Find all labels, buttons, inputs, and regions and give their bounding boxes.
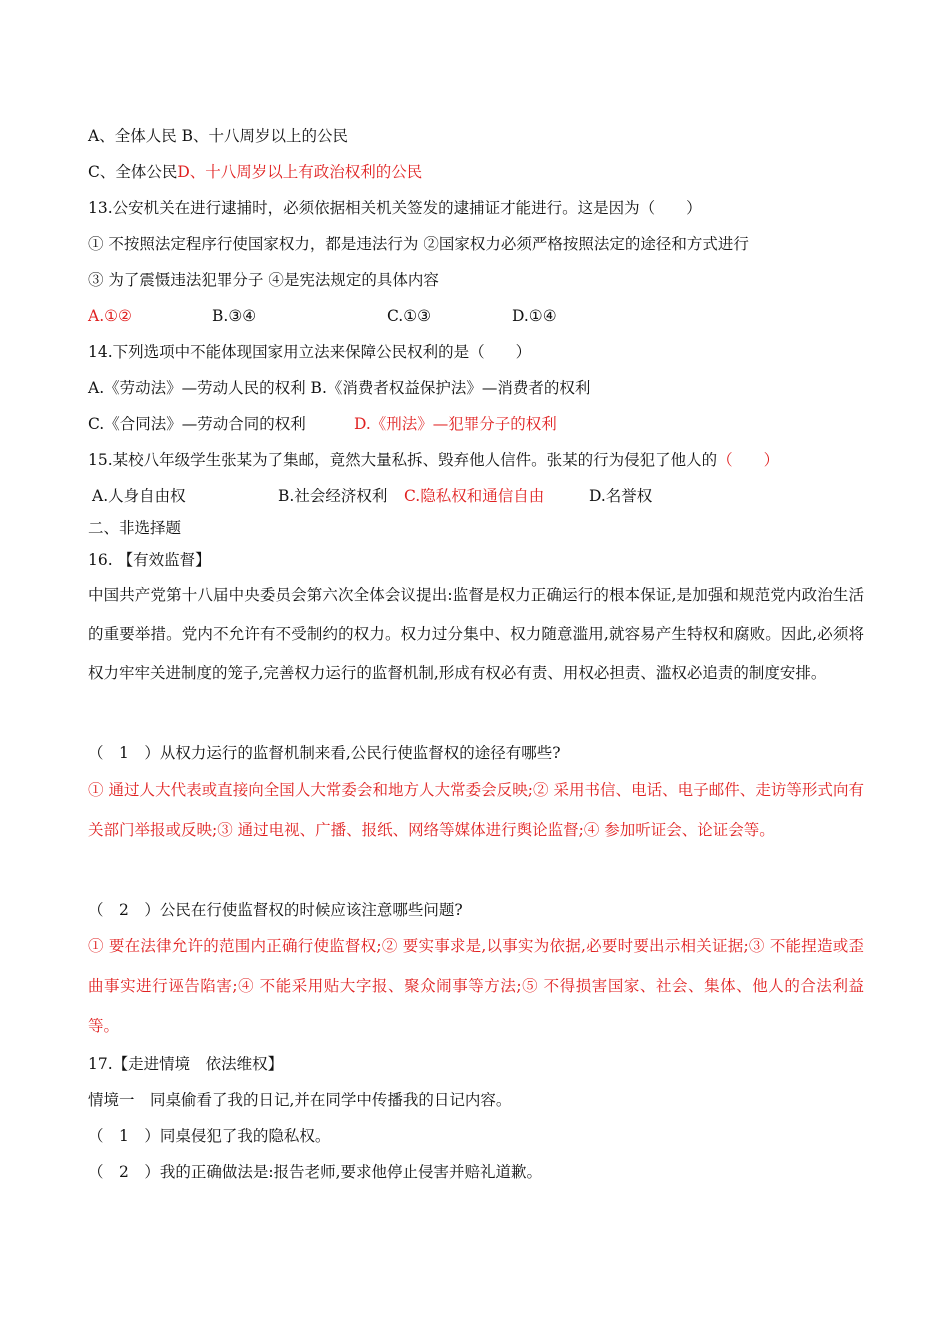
q15-option-c-answer: C.隐私权和通信自由 (404, 487, 545, 505)
q16-answer-1: ① 通过人大代表或直接向全国人大常委会和地方人大常委会反映;② 采用书信、电话、电子邮件、走访等形式向有关部门举报或反映;③ 通过电视、广播、报纸、网络等媒体进行舆论监督;④ 参加听证会、论证会等。 (88, 781, 864, 839)
q13-option-a-answer: A.①② (88, 307, 132, 325)
q13-items-1-2: ① 不按照法定程序行使国家权力，都是违法行为 ②国家权力必须严格按照法定的途径和方式进行 (88, 235, 749, 253)
q16-answer-2: ① 要在法律允许的范围内正确行使监督权;② 要实事求是,以事实为依据,必要时要出示相关证据;③ 不能捏造或歪曲事实进行诬告陷害;④ 不能采用贴大字报、聚众闹事等方法;⑤ 不得损害国家、社会、集体、他人的合法利益等。 (88, 937, 864, 1035)
q12-options-ab: A、全体人民 B、十八周岁以上的公民 (88, 127, 349, 145)
q13-items-3-4: ③ 为了震慑违法犯罪分子 ④是宪法规定的具体内容 (88, 271, 439, 289)
section-heading-non-choice: 二、非选择题 (88, 519, 182, 537)
q17-answer-1: （ 1 ）同桌侵犯了我的隐私权。 (88, 1127, 331, 1145)
q13-option-b: B.③④ (212, 307, 257, 325)
q12-options-cd (88, 162, 422, 182)
q16-material: 中国共产党第十八届中央委员会第六次全体会议提出:监督是权力正确运行的根本保证,是加强和规范党内政治生活的重要举措。党内不允许有不受制约的权力。权力过分集中、权力随意滥用,就容易产生特权和腐败。因此,必须将权力牢牢关进制度的笼子,完善权力运行的监督机制,形成有权必有责、用权必担责、滥权必追责的制度安排。 (88, 586, 864, 682)
q16-question-2: （ 2 ）公民在行使监督权的时候应该注意哪些问题? (88, 901, 463, 919)
q12-option-c: C、全体公民 (88, 163, 178, 181)
q15-stem (88, 450, 779, 470)
q15-option-b: B.社会经济权利 (278, 487, 388, 505)
q15-option-d: D.名誉权 (589, 487, 653, 505)
q13-stem: 13.公安机关在进行逮捕时，必须依据相关机关签发的逮捕证才能进行。这是因为（ ） (88, 199, 702, 217)
q15-answer-blank: （ ） (717, 451, 780, 469)
q17-title: 17.【走进情境 依法维权】 (88, 1055, 284, 1073)
q13-option-d: D.①④ (512, 307, 557, 325)
q15-stem-text: 15.某校八年级学生张某为了集邮，竟然大量私拆、毁弃他人信件。张某的行为侵犯了他人的 (88, 451, 718, 469)
q14-option-d-answer: D.《刑法》—犯罪分子的权利 (354, 415, 557, 433)
q12-option-d-answer: D、十八周岁以上有政治权利的公民 (177, 163, 423, 181)
q17-answer-2: （ 2 ）我的正确做法是:报告老师,要求他停止侵害并赔礼道歉。 (88, 1163, 543, 1181)
q14-options-ab: A.《劳动法》—劳动人民的权利 B.《消费者权益保护法》—消费者的权利 (88, 379, 591, 397)
q16-title: 16. 【有效监督】 (88, 551, 211, 569)
q14-option-c: C.《合同法》—劳动合同的权利 (88, 415, 306, 433)
q13-option-c: C.①③ (387, 307, 432, 325)
q16-question-1: （ 1 ）从权力运行的监督机制来看,公民行使监督权的途径有哪些? (88, 744, 561, 762)
q17-scene-1: 情境一 同桌偷看了我的日记,并在同学中传播我的日记内容。 (88, 1091, 512, 1109)
q14-stem: 14.下列选项中不能体现国家用立法来保障公民权利的是（ ） (88, 343, 532, 361)
q15-option-a: A.人身自由权 (92, 487, 186, 505)
